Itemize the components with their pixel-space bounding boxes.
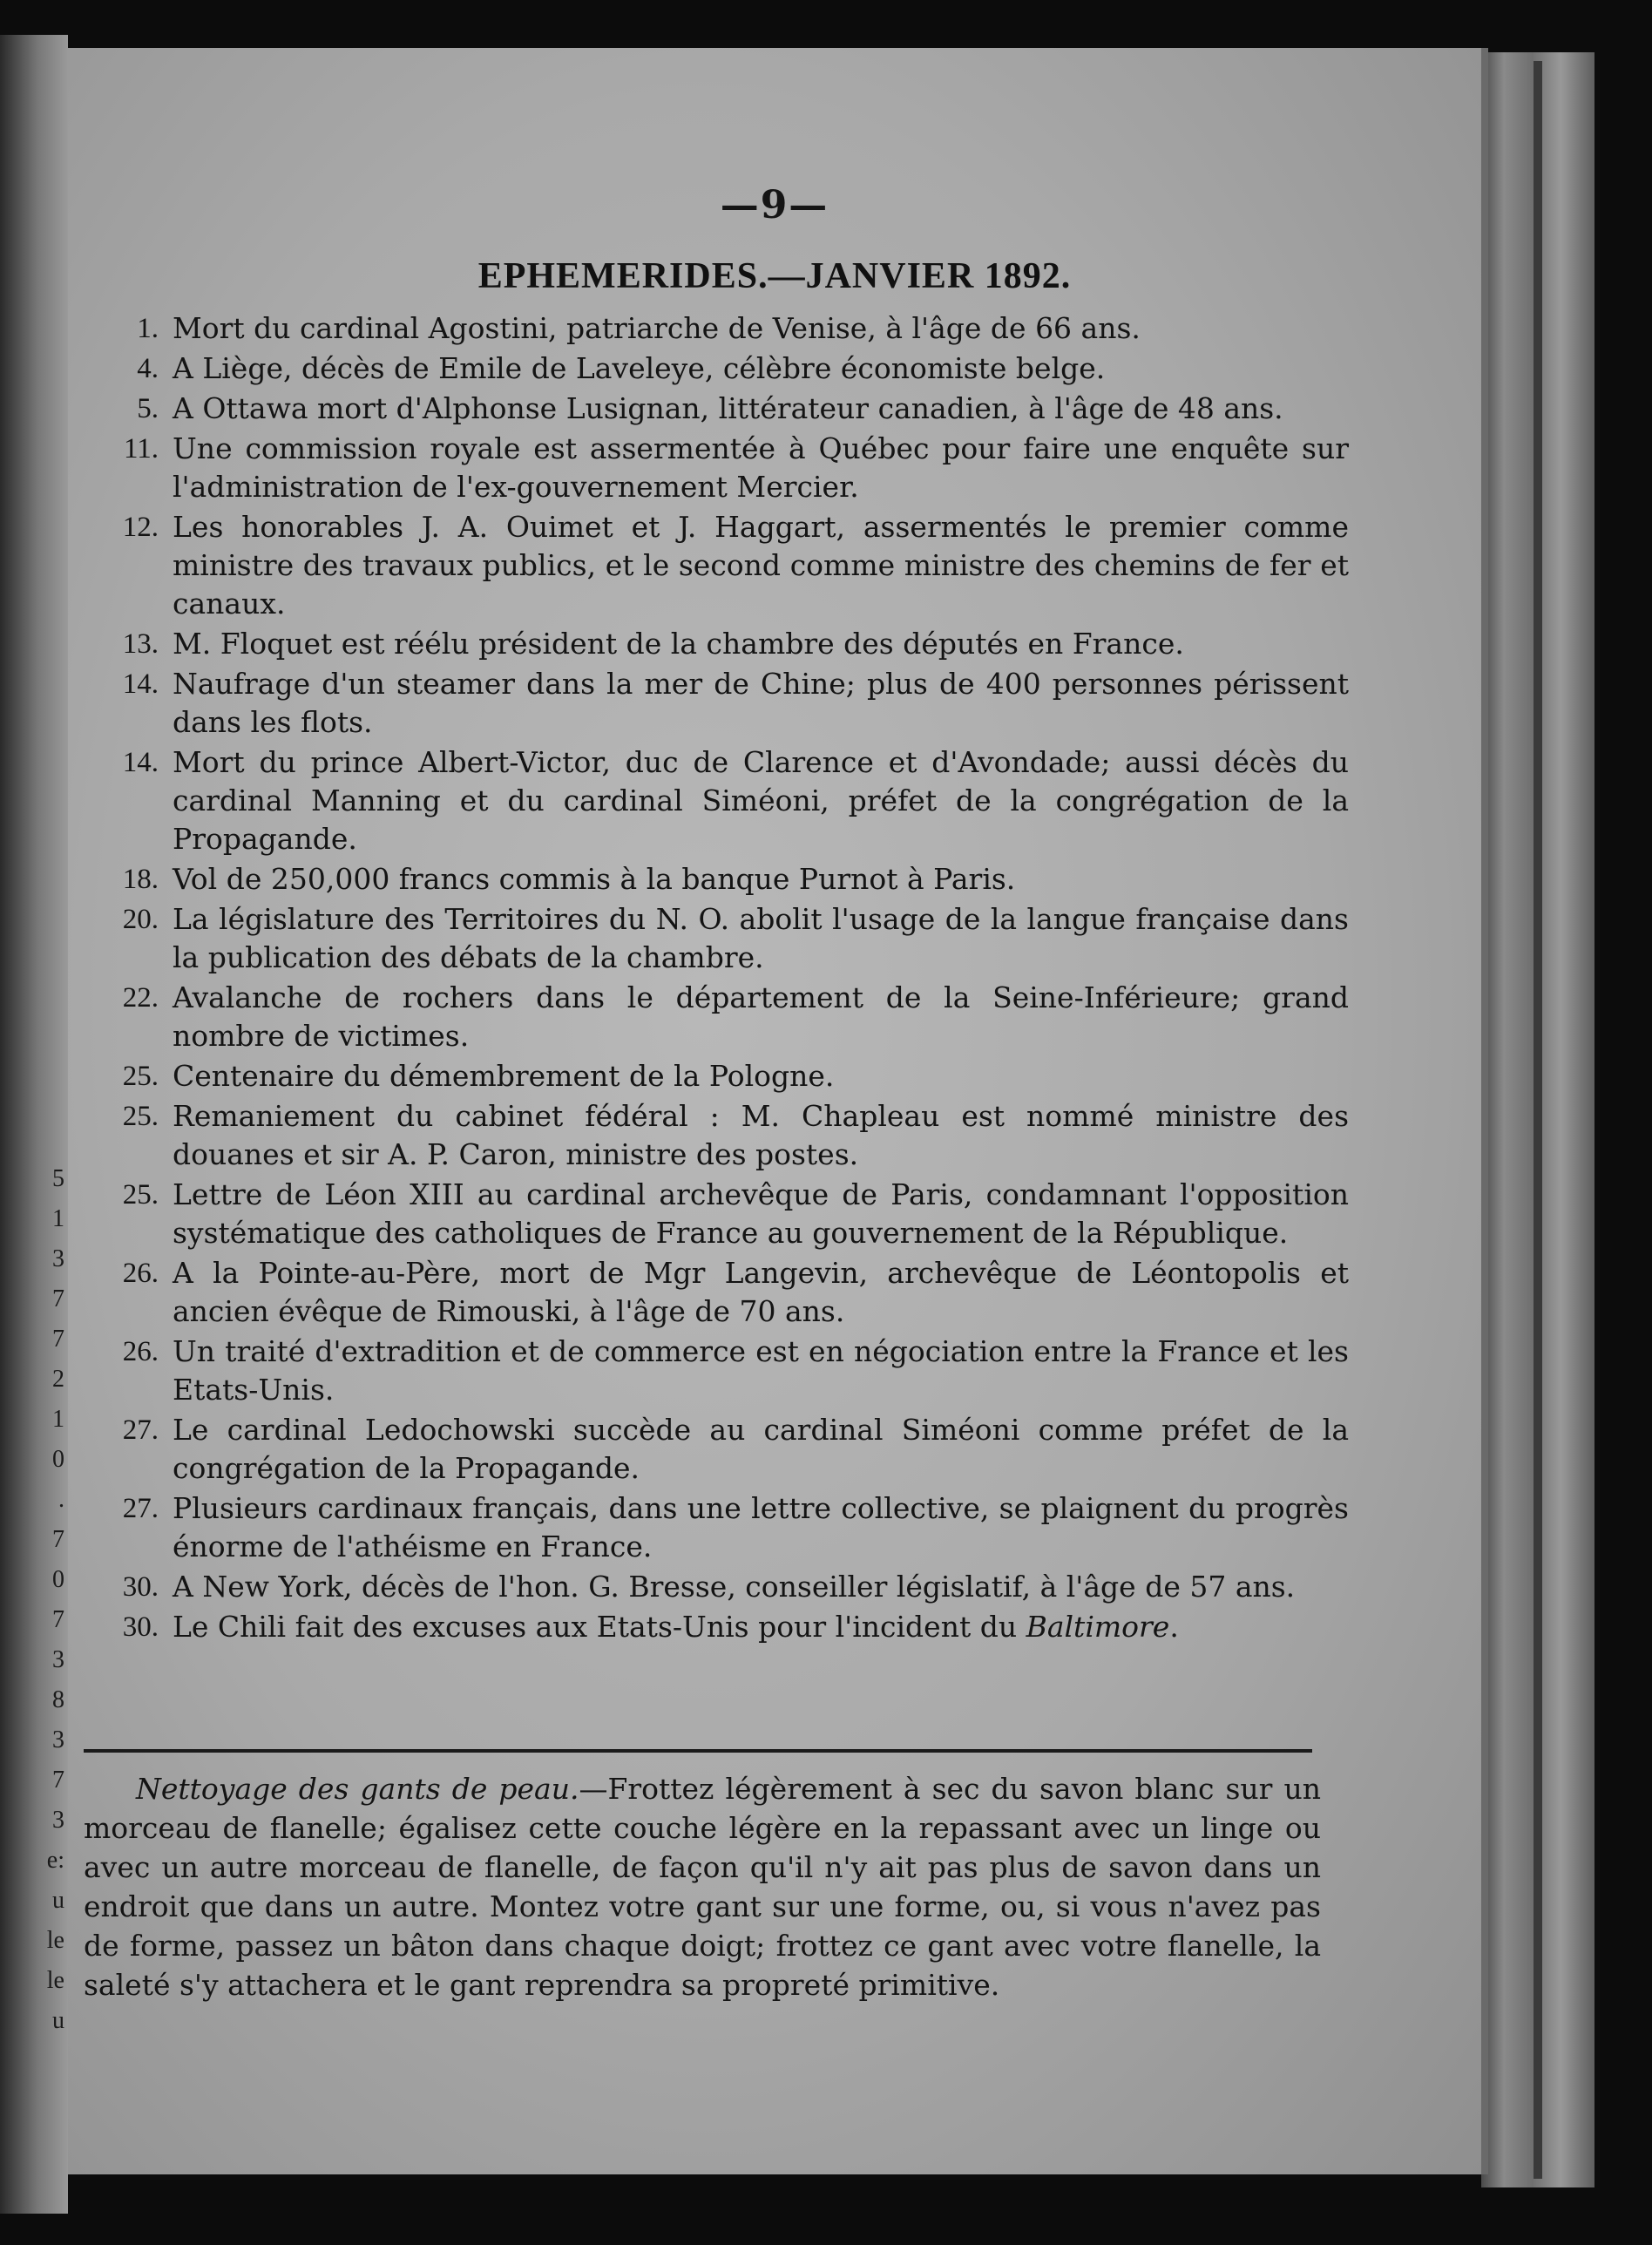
entry-day: 4. bbox=[137, 353, 159, 384]
entry-text-after: . bbox=[1169, 1610, 1179, 1644]
ephemeris-entry bbox=[103, 900, 1349, 977]
ephemeris-entry bbox=[103, 665, 1349, 742]
adjacent-page-fragment: 3 bbox=[52, 1726, 64, 1753]
entry-text: Lettre de Léon XIII au cardinal archevêque de Paris, condamnant l'opposition systématique des catholiques de France au gouvernement de la République. bbox=[173, 1177, 1349, 1250]
page-heading: EPHEMERIDES.—JANVIER 1892. bbox=[477, 256, 1072, 296]
adjacent-page-fragment: 8 bbox=[52, 1686, 64, 1713]
adjacent-page-fragment: e: bbox=[46, 1847, 64, 1874]
entry-day: 14. bbox=[122, 668, 159, 700]
entry-day: 26. bbox=[122, 1336, 159, 1367]
ephemerides-list bbox=[103, 309, 1349, 1648]
entry-day: 27. bbox=[122, 1414, 159, 1446]
entry-day: 18. bbox=[122, 864, 159, 895]
section-divider bbox=[84, 1749, 1312, 1753]
entry-text: A Liège, décès de Emile de Laveleye, célèbre économiste belge. bbox=[173, 351, 1106, 385]
entry-day: 30. bbox=[122, 1571, 159, 1603]
entry-text: Le cardinal Ledochowski succède au cardinal Siméoni comme préfet de la congrégation de la Propagande. bbox=[173, 1413, 1349, 1485]
entry-text: Mort du prince Albert-Victor, duc de Clarence et d'Avondade; aussi décès du cardinal Manning et du cardinal Siméoni, préfet de la congrégation de la Propagande. bbox=[173, 745, 1349, 856]
adjacent-page-fragment: 7 bbox=[52, 1526, 64, 1553]
entry-text-before: Le Chili fait des excuses aux Etats-Unis pour l'incident du bbox=[173, 1610, 1026, 1644]
ephemeris-entry bbox=[103, 743, 1349, 858]
adjacent-page-fragment: 5 bbox=[52, 1165, 64, 1192]
ephemeris-entry bbox=[103, 979, 1349, 1055]
entry-day: 13. bbox=[122, 628, 159, 660]
ephemeris-entry bbox=[103, 1254, 1349, 1331]
entry-day: 30. bbox=[122, 1611, 159, 1643]
tip-title: Nettoyage des gants de peau. bbox=[136, 1772, 579, 1806]
ephemeris-entry bbox=[103, 1057, 1349, 1095]
ephemeris-entry bbox=[103, 508, 1349, 623]
entry-text: M. Floquet est réélu président de la chambre des députés en France. bbox=[173, 627, 1184, 661]
adjacent-page-fragment: 2 bbox=[52, 1366, 64, 1393]
entry-text: Remaniement du cabinet fédéral : M. Chapleau est nommé ministre des douanes et sir A. P. Caron, ministre des postes. bbox=[173, 1099, 1349, 1171]
ephemeris-entry bbox=[103, 1411, 1349, 1488]
entry-day: 22. bbox=[122, 982, 159, 1014]
entry-day: 20. bbox=[122, 904, 159, 935]
tip-body: —Frottez légèrement à sec du savon blanc sur un morceau de flanelle; égalisez cette couche légère en la repassant avec un linge ou avec un autre morceau de flanelle, de façon qu'il n'y ait pas plus de savon dans un endroit que dans un autre. Montez votre gant sur une forme, ou, si vous n'avez pas de forme, passez un bâton dans chaque doigt; frottez ce gant avec votre flanelle, la saleté s'y attachera et le gant reprendra sa propreté primitive. bbox=[84, 1772, 1321, 2002]
entry-text: La législature des Territoires du N. O. abolit l'usage de la langue française dans la publication des débats de la chambre. bbox=[173, 902, 1349, 974]
entry-text: Centenaire du démembrement de la Pologne. bbox=[173, 1059, 835, 1093]
entry-text: A la Pointe-au-Père, mort de Mgr Langevin, archevêque de Léontopolis et ancien évêque de Rimouski, à l'âge de 70 ans. bbox=[173, 1256, 1349, 1328]
adjacent-page-fragment: le bbox=[46, 1927, 64, 1954]
adjacent-page-fragment: le bbox=[46, 1967, 64, 1994]
page-number: —9— bbox=[720, 183, 829, 227]
adjacent-page-fragment: 7 bbox=[52, 1606, 64, 1633]
entry-day: 27. bbox=[122, 1493, 159, 1524]
adjacent-page-fragment: 7 bbox=[52, 1767, 64, 1794]
ephemeris-entry bbox=[103, 1176, 1349, 1252]
adjacent-page-fragment: 7 bbox=[52, 1285, 64, 1312]
ephemeris-entry bbox=[103, 390, 1349, 428]
entry-day: 5. bbox=[137, 393, 159, 424]
ephemeris-entry bbox=[103, 1568, 1349, 1606]
entry-day: 11. bbox=[123, 433, 159, 465]
adjacent-page-fragment: u bbox=[52, 1887, 64, 1914]
entry-text: Mort du cardinal Agostini, patriarche de Venise, à l'âge de 66 ans. bbox=[173, 311, 1141, 345]
adjacent-page-fragment: 3 bbox=[52, 1807, 64, 1834]
adjacent-page-fragment: 7 bbox=[52, 1326, 64, 1353]
entry-text: Naufrage d'un steamer dans la mer de Chine; plus de 400 personnes périssent dans les flots. bbox=[173, 667, 1349, 739]
entry-text: Vol de 250,000 francs commis à la banque Purnot à Paris. bbox=[173, 862, 1016, 896]
entry-day: 25. bbox=[122, 1061, 159, 1092]
ephemeris-entry bbox=[103, 1097, 1349, 1174]
ephemeris-entry bbox=[103, 625, 1349, 663]
entry-day: 14. bbox=[122, 747, 159, 778]
ephemeris-entry bbox=[103, 860, 1349, 899]
entry-text: Avalanche de rochers dans le département de la Seine-Inférieure; grand nombre de victimes. bbox=[173, 980, 1349, 1053]
entry-text: Un traité d'extradition et de commerce est en négociation entre la France et les Etats-Unis. bbox=[173, 1334, 1349, 1407]
entry-day: 26. bbox=[122, 1258, 159, 1289]
entry-day: 1. bbox=[137, 313, 159, 344]
entry-text: A Ottawa mort d'Alphonse Lusignan, littérateur canadien, à l'âge de 48 ans. bbox=[173, 391, 1283, 425]
entry-day: 25. bbox=[122, 1179, 159, 1211]
ephemeris-entry bbox=[103, 1333, 1349, 1409]
entry-text: Les honorables J. A. Ouimet et J. Haggart, assermentés le premier comme ministre des travaux publics, et le second comme ministre des chemins de fer et canaux. bbox=[173, 510, 1349, 621]
adjacent-page-fragments bbox=[0, 1159, 68, 2031]
binding-shadow bbox=[1534, 61, 1542, 2179]
household-tip bbox=[84, 1769, 1321, 2004]
adjacent-page-fragment: . bbox=[58, 1486, 64, 1513]
ephemeris-entry bbox=[103, 1489, 1349, 1566]
entry-day: 25. bbox=[122, 1101, 159, 1132]
adjacent-page-fragment: 3 bbox=[52, 1245, 64, 1272]
adjacent-page-fragment: 0 bbox=[52, 1566, 64, 1593]
ephemeris-entry bbox=[103, 1608, 1349, 1646]
book-page bbox=[68, 48, 1488, 2174]
ephemeris-entry bbox=[103, 349, 1349, 388]
entry-text: A New York, décès de l'hon. G. Bresse, conseiller législatif, à l'âge de 57 ans. bbox=[173, 1570, 1296, 1604]
entry-text: Plusieurs cardinaux français, dans une lettre collective, se plaignent du progrès énorme de l'athéisme en France. bbox=[173, 1491, 1349, 1563]
entry-text bbox=[173, 1608, 1349, 1646]
adjacent-page-fragment: u bbox=[52, 2007, 64, 2031]
adjacent-page-fragment: 1 bbox=[52, 1406, 64, 1433]
ship-name: Baltimore bbox=[1026, 1610, 1170, 1644]
ephemeris-entry bbox=[103, 309, 1349, 348]
ephemeris-entry bbox=[103, 430, 1349, 506]
adjacent-page-fragment: 0 bbox=[52, 1446, 64, 1473]
adjacent-page-fragment: 1 bbox=[52, 1205, 64, 1232]
entry-text: Une commission royale est assermentée à Québec pour faire une enquête sur l'administration de l'ex-gouvernement Mercier. bbox=[173, 431, 1349, 504]
adjacent-page-fragment: 3 bbox=[52, 1646, 64, 1673]
entry-day: 12. bbox=[122, 512, 159, 543]
